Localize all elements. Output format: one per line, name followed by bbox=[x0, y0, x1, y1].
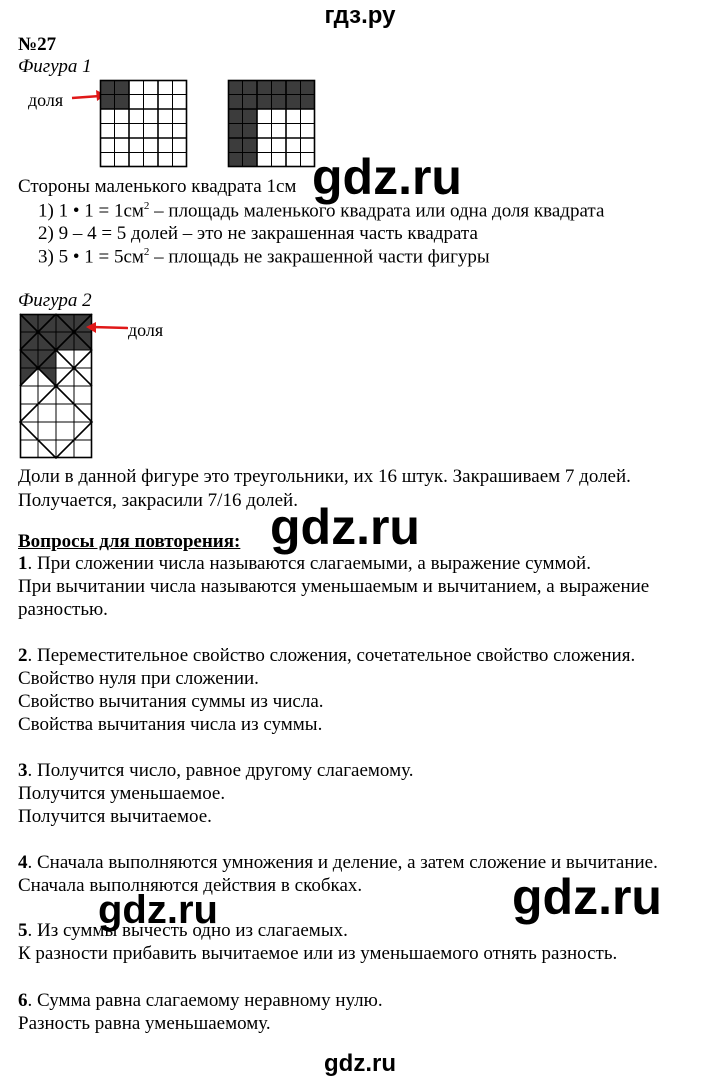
watermark-3: gdz.ru bbox=[512, 869, 662, 925]
review-item-4-line: Сначала выполняются действия в скобках. bbox=[18, 875, 363, 896]
figure2-part-label: доля bbox=[128, 320, 164, 340]
review-item-1: 1. При сложении числа называются слагаемыми, а выражение суммой. bbox=[18, 553, 591, 574]
figure1-intro: Стороны маленького квадрата 1см bbox=[18, 176, 297, 197]
review-item-6: 6. Сумма равна слагаемому неравному нулю. bbox=[18, 990, 383, 1011]
review-item-1-line: При вычитании числа называются уменьшаемым и вычитанием, а выражение bbox=[18, 576, 650, 597]
review-item-5: 5. Из суммы вычесть одно из слагаемых. bbox=[18, 920, 348, 941]
review-item-3-line: Получится вычитаемое. bbox=[18, 806, 212, 827]
figure1-label: Фигура 1 bbox=[18, 56, 92, 77]
review-item-3-line: Получится уменьшаемое. bbox=[18, 783, 226, 804]
figure2-label: Фигура 2 bbox=[18, 290, 92, 311]
figure1-left-grid bbox=[100, 80, 187, 167]
review-item-2-line: Свойство вычитания суммы из числа. bbox=[18, 691, 324, 712]
figure2-grid bbox=[20, 314, 92, 458]
watermark-2: gdz.ru bbox=[270, 499, 420, 555]
review-item-6-line: Разность равна уменьшаемому. bbox=[18, 1013, 271, 1034]
figure1-step-2: 2) 9 – 4 = 5 долей – это не закрашенная часть квадрата bbox=[38, 223, 478, 244]
figure2-text-1: Доли в данной фигуре это треугольники, их 16 штук. Закрашиваем 7 долей. bbox=[18, 466, 631, 487]
review-item-2: 2. Переместительное свойство сложения, сочетательное свойство сложения. bbox=[18, 645, 636, 666]
review-item-5-line: К разности прибавить вычитаемое или из уменьшаемого отнять разность. bbox=[18, 943, 618, 964]
review-item-1-line: разностью. bbox=[18, 599, 108, 620]
figure2-text-2: Получается, закрасили 7/16 долей. bbox=[18, 490, 298, 511]
review-item-3: 3. Получится число, равное другому слагаемому. bbox=[18, 760, 414, 781]
figure1-step-3: 3) 5 • $1 = 5см^2$ – площадь не закрашенной части фигуры bbox=[38, 246, 490, 268]
review-item-2-line: Свойства вычитания числа из суммы. bbox=[18, 714, 323, 735]
review-item-4: 4. Сначала выполняются умножения и деление, а затем сложение и вычитание. bbox=[18, 852, 658, 873]
figure1-part-label: доля bbox=[28, 90, 64, 110]
site-footer: gdz.ru bbox=[324, 1050, 396, 1077]
figure1-right-grid bbox=[228, 80, 315, 167]
review-item-2-line: Свойство нуля при сложении. bbox=[18, 668, 259, 689]
review-title: Вопросы для повторения: bbox=[18, 531, 241, 552]
figure2-arrow bbox=[84, 316, 130, 340]
task-number: №27 bbox=[18, 34, 57, 55]
figure1-step-1: 1) 1 • $1 = 1см^2$ – площадь маленького квадрата или одна доля квадрата bbox=[38, 200, 605, 222]
watermark-1: gdz.ru bbox=[312, 149, 462, 205]
site-header: гдз.ру bbox=[324, 2, 396, 29]
watermark-4: gdz.ru bbox=[98, 888, 218, 932]
